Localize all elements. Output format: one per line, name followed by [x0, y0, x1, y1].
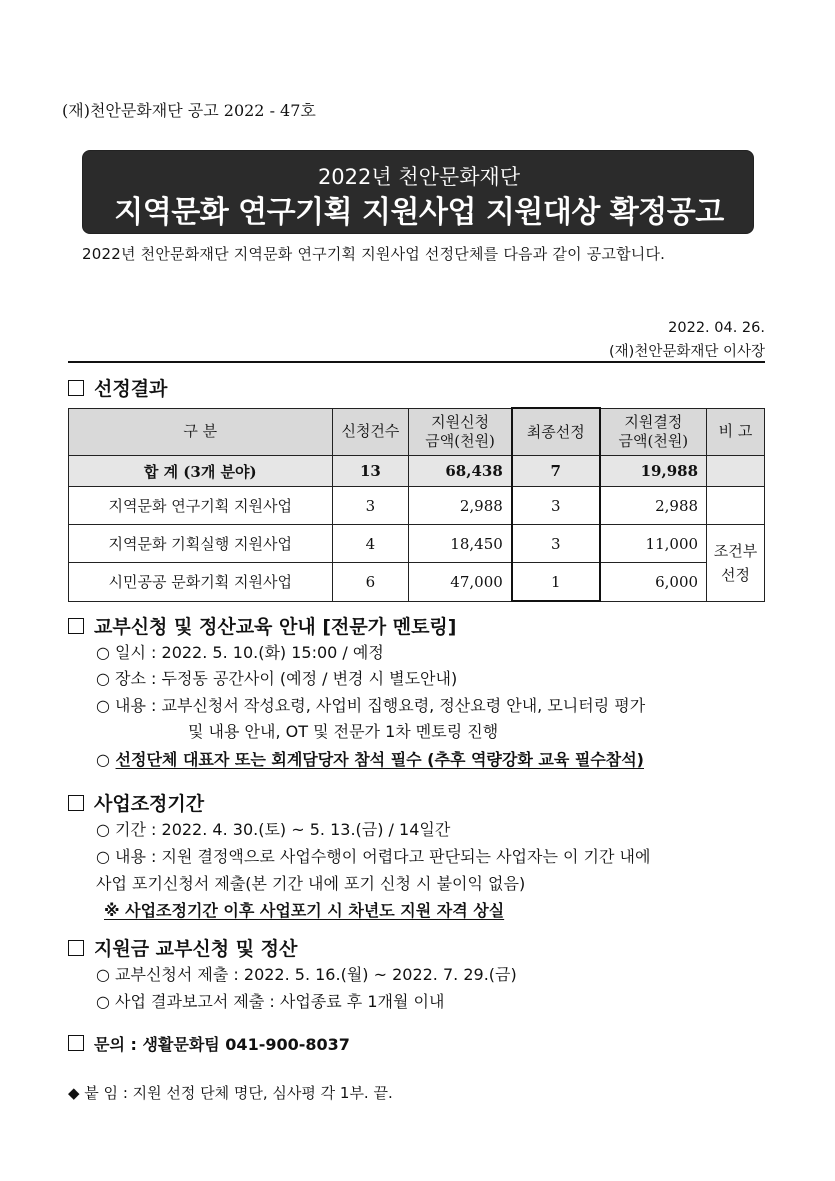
cell-decided: 6,000: [600, 563, 707, 602]
cell-final: 7: [512, 456, 600, 487]
settlement-report: ○ 사업 결과보고서 제출 : 사업종료 후 1개월 이내: [96, 992, 445, 1011]
checkbox-square-icon: [68, 380, 84, 396]
emphasis-text: 선정단체 대표자 또는 회계담당자 참석 필수 (추후 역량강화 교육 필수참석): [115, 750, 644, 769]
cell-requested: 68,438: [409, 456, 512, 487]
header-decided-line2: 금액(천원): [618, 431, 689, 450]
note-line1: 조건부: [713, 541, 758, 560]
education-date: ○ 일시 : 2022. 5. 10.(화) 15:00 / 예정: [96, 643, 384, 662]
checkbox-square-icon: [68, 1035, 84, 1051]
education-content-cont: 및 내용 안내, OT 및 전문가 1차 멘토링 진행: [188, 722, 499, 741]
bullet-circle: ○: [96, 750, 110, 769]
adjustment-content: ○ 내용 : 지원 결정액으로 사업수행이 어렵다고 판단되는 사업자는 이 기간 내에: [96, 847, 651, 866]
table-row: [69, 525, 765, 563]
table-row-total: [69, 456, 765, 487]
title-banner: [82, 150, 754, 234]
table-header-row: [69, 408, 765, 456]
header-decided-line1: 지원결정: [624, 412, 683, 431]
notice-number: (재)천안문화재단 공고 2022 - 47호: [62, 101, 316, 120]
section-heading-adjustment: 사업조정기간: [68, 789, 204, 816]
cell-note-merged: [707, 525, 765, 602]
cell-note: [707, 456, 765, 487]
cell-applications: 6: [332, 563, 409, 602]
cell-decided: 2,988: [600, 487, 707, 525]
cell-category: 지역문화 기획실행 지원사업: [69, 525, 333, 563]
cell-category: 시민공공 문화기획 지원사업: [69, 563, 333, 602]
table-row: [69, 563, 765, 602]
table-row: [69, 487, 765, 525]
cell-applications: 13: [332, 456, 409, 487]
contact-info: 문의 : 생활문화팀 041-900-8037: [68, 1032, 350, 1055]
page-title: 지역문화 연구기획 지원사업 지원대상 확정공고: [114, 195, 724, 230]
education-content: ○ 내용 : 교부신청서 작성요령, 사업비 집행요령, 정산요령 안내, 모니터링 평가: [96, 696, 646, 715]
settlement-submit: ○ 교부신청서 제출 : 2022. 5. 16.(월) ~ 2022. 7. 29.(금): [96, 965, 517, 984]
issuer: (재)천안문화재단 이사장: [609, 344, 765, 360]
divider: [68, 361, 765, 363]
adjustment-warning: ※ 사업조정기간 이후 사업포기 시 차년도 지원 자격 상실: [104, 901, 505, 920]
attachment-note: ◆ 붙 임 : 지원 선정 단체 명단, 심사평 각 1부. 끝.: [68, 1084, 393, 1102]
cell-category: 합 계 (3개 분야): [69, 456, 333, 487]
header-final: 최종선정: [512, 408, 600, 456]
cell-final: 1: [512, 563, 600, 602]
adjustment-content-cont: 사업 포기신청서 제출(본 기간 내에 포기 신청 시 불이익 없음): [96, 874, 526, 893]
cell-decided: 11,000: [600, 525, 707, 563]
section-heading-results: 선정결과: [68, 374, 167, 401]
cell-requested: 47,000: [409, 563, 512, 602]
header-requested-line2: 금액(천원): [425, 431, 495, 450]
education-emphasis: [96, 747, 644, 770]
selection-results-table: [68, 407, 765, 602]
adjustment-period: ○ 기간 : 2022. 4. 30.(토) ~ 5. 13.(금) / 14일간: [96, 820, 451, 839]
cell-requested: 18,450: [409, 525, 512, 563]
cell-applications: 3: [332, 487, 409, 525]
header-requested-line1: 지원신청: [431, 412, 490, 431]
section-heading-settlement: 지원금 교부신청 및 정산: [68, 934, 297, 961]
cell-final: 3: [512, 525, 600, 563]
cell-category: 지역문화 연구기획 지원사업: [69, 487, 333, 525]
cell-note: [707, 487, 765, 525]
header-category: 구 분: [69, 408, 333, 456]
title-year: 2022년 천안문화재단: [317, 165, 521, 189]
cell-requested: 2,988: [409, 487, 512, 525]
checkbox-square-icon: [68, 795, 84, 811]
education-place: ○ 장소 : 두정동 공간사이 (예정 / 변경 시 별도안내): [96, 669, 458, 688]
header-applications: 신청건수: [332, 408, 409, 456]
notice-date: 2022. 04. 26.: [668, 320, 765, 336]
cell-applications: 4: [332, 525, 409, 563]
note-line2: 선정: [721, 565, 751, 584]
section-heading-education: 교부신청 및 정산교육 안내 [전문가 멘토링]: [68, 612, 456, 639]
checkbox-square-icon: [68, 618, 84, 634]
header-requested: [409, 408, 512, 456]
intro-text: 2022년 천안문화재단 지역문화 연구기획 지원사업 선정단체를 다음과 같이 공고합니다.: [82, 245, 666, 263]
cell-final: 3: [512, 487, 600, 525]
cell-decided: 19,988: [600, 456, 707, 487]
header-decided: [600, 408, 707, 456]
checkbox-square-icon: [68, 940, 84, 956]
header-note: 비 고: [707, 408, 765, 456]
